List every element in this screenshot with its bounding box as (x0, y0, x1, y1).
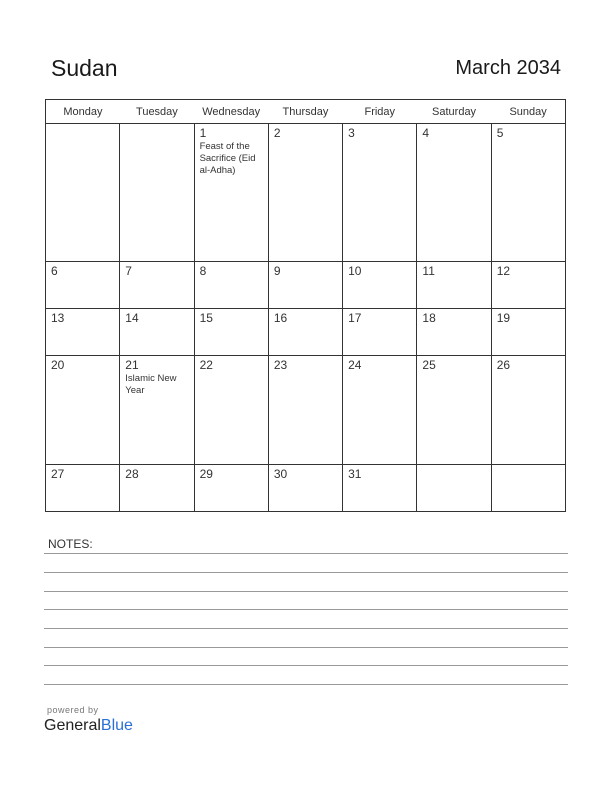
day-cell (417, 465, 491, 512)
day-number: 16 (273, 311, 288, 326)
day-number: 27 (51, 467, 65, 482)
notes-line (44, 628, 568, 629)
day-cell (491, 356, 565, 465)
day-number: 31 (348, 467, 362, 482)
day-number: 1 (199, 126, 207, 140)
day-cell (343, 309, 417, 356)
day-cell (343, 124, 417, 262)
brand-blue: Blue (100, 717, 133, 734)
weekday-thursday: Thursday (268, 100, 342, 124)
day-number: 23 (273, 358, 288, 373)
weekday-sunday: Sunday (491, 100, 565, 124)
day-number: 3 (348, 126, 355, 140)
day-number: 4 (422, 126, 430, 140)
day-number: 9 (273, 264, 281, 279)
notes-line (44, 609, 568, 610)
day-cell (417, 124, 491, 262)
notes-line (44, 553, 568, 554)
week-row (46, 124, 566, 262)
day-cell (194, 124, 268, 262)
day-number: 17 (348, 311, 362, 326)
day-cell (120, 465, 194, 512)
day-number: 25 (422, 358, 436, 373)
day-cell (268, 465, 342, 512)
day-cell (194, 309, 268, 356)
brand-logo (44, 717, 133, 735)
notes-line (44, 591, 568, 592)
day-cell (491, 309, 565, 356)
day-number: 21 (125, 358, 139, 373)
day-cell (268, 356, 342, 465)
week-row (46, 356, 566, 465)
weekday-monday: Monday (46, 100, 120, 124)
day-cell (343, 465, 417, 512)
weekday-wednesday: Wednesday (194, 100, 268, 124)
day-cell (46, 262, 120, 309)
day-number: 28 (125, 467, 139, 482)
day-number: 11 (422, 264, 435, 279)
month-title: March 2034 (455, 57, 561, 79)
day-number: 5 (496, 126, 504, 140)
day-number: 13 (51, 311, 65, 326)
notes-line (44, 665, 568, 666)
weekday-saturday: Saturday (417, 100, 491, 124)
holiday-label: Feast of the Sacrifice (Eid al-Adha) (199, 141, 256, 176)
day-number: 30 (273, 467, 288, 482)
day-number: 2 (273, 126, 281, 140)
day-cell (194, 465, 268, 512)
day-cell (268, 124, 342, 262)
powered-by-text: powered by (47, 705, 99, 715)
weekday-tuesday: Tuesday (120, 100, 194, 124)
day-cell (417, 356, 491, 465)
day-cell (491, 262, 565, 309)
day-number: 29 (199, 467, 213, 482)
week-row (46, 309, 566, 356)
day-cell (417, 262, 491, 309)
day-cell (120, 262, 194, 309)
day-number: 7 (125, 264, 132, 279)
day-cell (46, 356, 120, 465)
day-number: 8 (199, 264, 207, 279)
weekday-friday: Friday (343, 100, 417, 124)
day-cell (120, 309, 194, 356)
country-title: Sudan (51, 55, 118, 81)
day-number: 12 (496, 264, 511, 279)
day-cell (417, 309, 491, 356)
notes-line (44, 647, 568, 648)
day-number: 14 (125, 311, 139, 326)
day-number: 19 (496, 311, 511, 326)
week-row (46, 465, 566, 512)
holiday-label: Islamic New Year (125, 373, 177, 397)
brand-general: General (44, 717, 101, 734)
day-cell (120, 356, 194, 465)
day-number: 20 (51, 358, 65, 373)
day-cell (120, 124, 194, 262)
day-number: 18 (422, 311, 436, 326)
day-number: 26 (496, 358, 511, 373)
day-cell (491, 124, 565, 262)
day-cell (343, 356, 417, 465)
notes-line (44, 572, 568, 573)
day-number: 10 (348, 264, 362, 279)
week-row (46, 262, 566, 309)
day-cell (343, 262, 417, 309)
day-number: 24 (348, 358, 362, 373)
weekday-header-row (46, 100, 566, 124)
day-cell (46, 309, 120, 356)
day-cell (194, 262, 268, 309)
day-cell (46, 465, 120, 512)
calendar-grid (45, 99, 566, 512)
notes-label: NOTES: (48, 537, 93, 551)
notes-line (44, 684, 568, 685)
day-cell (194, 356, 268, 465)
day-cell (491, 465, 565, 512)
day-cell (268, 309, 342, 356)
day-number: 6 (51, 264, 58, 279)
day-cell (46, 124, 120, 262)
day-number: 22 (199, 358, 213, 373)
day-number: 15 (199, 311, 213, 326)
day-cell (268, 262, 342, 309)
